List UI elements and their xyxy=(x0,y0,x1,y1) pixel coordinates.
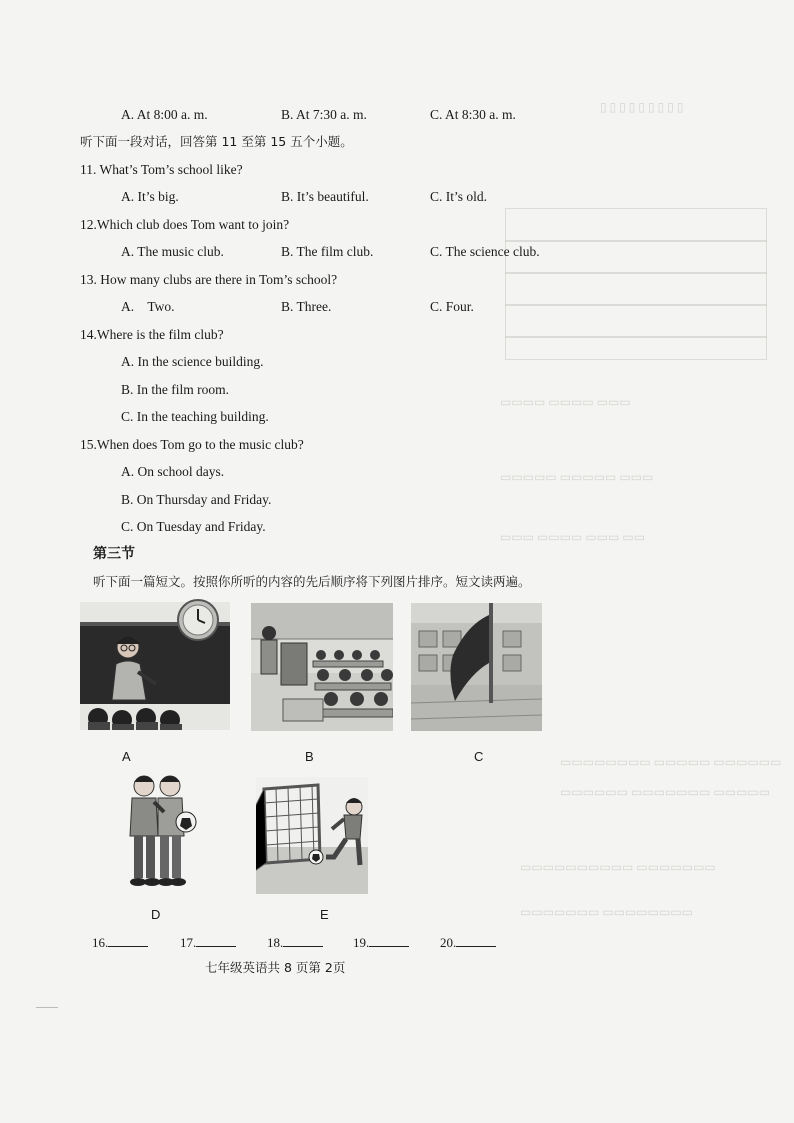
bleed-through-decoration: ▭▭▭ ▭▭▭▭ ▭▭▭ ▭▭ xyxy=(500,530,646,544)
picture-e-football xyxy=(256,777,368,894)
q12-option-b: B. The film club. xyxy=(281,244,374,259)
picture-b-classroom xyxy=(251,603,393,731)
q11-option-b: B. It’s beautiful. xyxy=(281,189,369,204)
q13-stem: 13. How many clubs are there in Tom’s school? xyxy=(80,272,338,287)
q14-option-b: B. In the film room. xyxy=(121,382,229,397)
answer-blank-number: 17. xyxy=(180,935,197,950)
answer-blank-20[interactable] xyxy=(440,934,496,951)
bleed-through-decoration: ▭▭▭▭▭▭▭ ▭▭▭▭▭▭▭▭ xyxy=(520,905,694,919)
bleed-through-line xyxy=(505,240,767,242)
q15-option-a: A. On school days. xyxy=(121,464,225,479)
page-footer: 七年级英语共 8 页第 2页 xyxy=(205,960,346,975)
answer-blank-number: 20. xyxy=(440,935,457,950)
q11-stem: 11. What’s Tom’s school like? xyxy=(80,162,243,177)
q11-option-a: A. It’s big. xyxy=(121,189,179,204)
q10-option-a: A. At 8:00 a. m. xyxy=(121,107,208,122)
dialogue-instruction: 听下面一段对话，回答第 11 至第 15 五个小题。 xyxy=(80,134,353,149)
bleed-through-line xyxy=(505,272,767,274)
bleed-through-decoration: ▭▭▭▭▭▭▭▭ ▭▭▭▭▭ ▭▭▭▭▭▭ xyxy=(560,755,782,769)
scan-mark xyxy=(36,1007,58,1008)
q11-option-c: C. It’s old. xyxy=(430,189,488,204)
picture-d-friends xyxy=(122,772,198,890)
q13-option-c: C. Four. xyxy=(430,299,474,314)
q15-option-c: C. On Tuesday and Friday. xyxy=(121,519,266,534)
answer-blank-17[interactable] xyxy=(180,934,236,951)
bleed-through-line xyxy=(505,336,767,338)
answer-blank-19[interactable] xyxy=(353,934,409,951)
answer-line[interactable] xyxy=(369,934,409,947)
q15-stem: 15.When does Tom go to the music club? xyxy=(80,437,304,452)
picture-c-flag xyxy=(411,603,542,731)
q15-option-b: B. On Thursday and Friday. xyxy=(121,492,272,507)
bleed-through-decoration: ▭▭▭▭▭▭▭▭▭▭ ▭▭▭▭▭▭▭ xyxy=(520,860,716,874)
answer-blank-number: 16. xyxy=(92,935,109,950)
q10-option-b: B. At 7:30 a. m. xyxy=(281,107,367,122)
picture-e-label: E xyxy=(320,907,329,922)
q12-option-a: A. The music club. xyxy=(121,244,224,259)
answer-line[interactable] xyxy=(196,934,236,947)
picture-c-label: C xyxy=(474,749,484,764)
picture-d-label: D xyxy=(151,907,161,922)
answer-blank-number: 18. xyxy=(267,935,284,950)
picture-b-label: B xyxy=(305,749,314,764)
bleed-through-line xyxy=(505,304,767,306)
q14-option-a: A. In the science building. xyxy=(121,354,264,369)
section3-instruction: 听下面一篇短文。按照你所听的内容的先后顺序将下列图片排序。短文读两遍。 xyxy=(93,574,531,589)
answer-line[interactable] xyxy=(108,934,148,947)
answer-blank-18[interactable] xyxy=(267,934,323,951)
q13-option-b: B. Three. xyxy=(281,299,332,314)
q13-option-a: A. Two. xyxy=(121,299,175,314)
bleed-through-decoration: ▯ ▯ ▯ ▯ ▯ ▯ ▯ ▯ ▯ xyxy=(600,100,684,114)
section3-heading: 第三节 xyxy=(93,546,135,562)
q12-stem: 12.Which club does Tom want to join? xyxy=(80,217,290,232)
answer-blank-number: 19. xyxy=(353,935,370,950)
q14-stem: 14.Where is the film club? xyxy=(80,327,224,342)
answer-line[interactable] xyxy=(456,934,496,947)
q12-option-c: C. The science club. xyxy=(430,244,540,259)
q10-option-c: C. At 8:30 a. m. xyxy=(430,107,516,122)
answer-line[interactable] xyxy=(283,934,323,947)
bleed-through-decoration: ▭▭▭▭▭▭ ▭▭▭▭▭▭▭ ▭▭▭▭▭ xyxy=(560,785,771,799)
picture-a-label: A xyxy=(122,749,131,764)
bleed-through-decoration: ▭▭▭▭ ▭▭▭▭ ▭▭▭ xyxy=(500,395,631,409)
clock-icon xyxy=(175,597,221,643)
answer-blank-16[interactable] xyxy=(92,934,148,951)
q14-option-c: C. In the teaching building. xyxy=(121,409,269,424)
bleed-through-decoration: ▭▭▭▭▭ ▭▭▭▭▭ ▭▭▭ xyxy=(500,470,654,484)
